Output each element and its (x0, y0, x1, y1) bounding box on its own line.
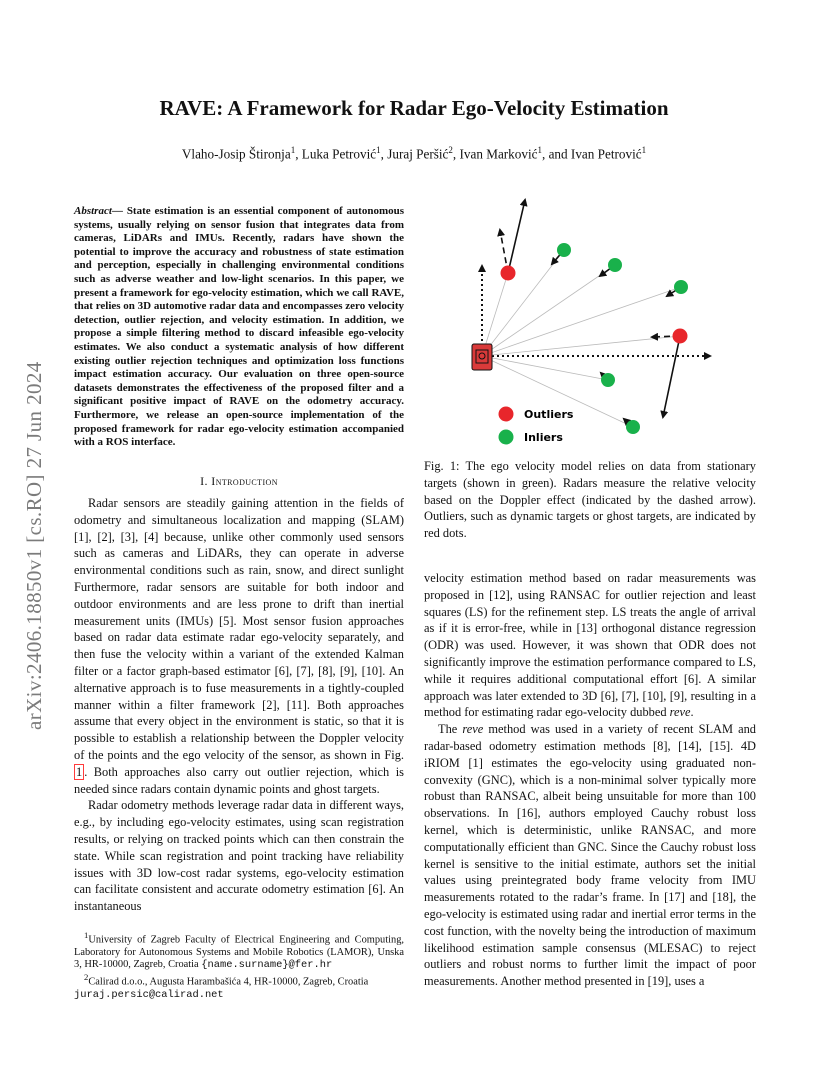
inlier-dot (608, 258, 622, 272)
outlier-points (500, 200, 688, 417)
author-name: Luka Petrović (301, 146, 377, 162)
inlier-dot (601, 373, 615, 387)
footnotes (74, 929, 404, 1001)
author-separator: , (380, 146, 388, 162)
figure-1-caption: Fig. 1: The ego velocity model relies on data from stationary targets (shown in green). Radars measure the relative velocity based on the Doppler effect (indicated by the dashed arrow). Outliers, such as dynamic targets or ghost targets, are indicated by red dots. (424, 459, 756, 541)
footnote-2-email: juraj.persic@calirad.net (74, 988, 224, 1001)
inlier-dot (626, 420, 640, 434)
radar-sensor-icon (472, 344, 492, 370)
section-heading-text: I. Introduction (200, 474, 278, 488)
paper-title: RAVE: A Framework for Radar Ego-Velocity Estimation (159, 96, 669, 120)
legend-outlier-swatch (499, 407, 514, 422)
legend-outliers: Outliers (524, 408, 574, 421)
author-name: Ivan Petrović (570, 146, 642, 162)
inlier-dot (557, 243, 571, 257)
author-name: Ivan Marković (459, 146, 538, 162)
author-list (0, 145, 828, 162)
footnote-1 (74, 929, 404, 971)
right-paragraph-2 (424, 721, 756, 990)
arxiv-stamp (22, 290, 50, 730)
outlier-dot (673, 329, 688, 344)
footnote-1-email: {name.surname}@fer.hr (201, 958, 333, 971)
outlier-dot (501, 266, 516, 281)
legend-inlier-swatch (499, 430, 514, 445)
abstract (74, 205, 404, 450)
author-affiliation-mark: 1 (290, 145, 296, 155)
legend-inliers: Inliers (524, 431, 563, 444)
intro-body (74, 495, 404, 915)
author-separator: , (295, 146, 302, 162)
right-p2-text: method was used in a variety of recent SLAM and radar-based odometry estimation methods [8], [14], [15]. 4D iRIOM [1] estimates the ego-velocity using graduated non-convexity (GNC), which is a non-minimal solver typically more robust than RANSAC, albeit being unsuitable for more than 100 observations. In [16], authors employed Cauchy robust loss kernel, which is deterministic, unlike RANSAC, and more computationally efficient than GNC. Since the Cauchy robust loss kernel is sensitive to the initial estimate, authors set the initial values using preintegrated body frame velocity from IMU measurements rotated to the radar’s frame. In [17] and [18], the ego-velocity is estimated using radar and inertial error terms in the cost function, with the novelty being the introduction of maximum likelihood estimation sample consensus (MLESAC) to reject outliers and robust norms to further limit the impact of poor measurements. Another method presented in [19], uses a (424, 722, 756, 989)
right-p1-end: . (690, 705, 694, 720)
author-separator: , (452, 146, 460, 162)
footnote-2-text: Calirad d.o.o., Augusta Harambašića 4, HR-10000, Zagreb, Croatia (88, 976, 369, 988)
abstract-text: State estimation is an essential component of autonomous systems, usually relying on sensor fusion that integrates data from cameras, LiDARs and IMUs. Recently, radars have shown the potential to improve the accuracy and robustness of state estimation and perception, especially in challenging environmental conditions such as adverse weather and low-light scenarios. In this paper, we present a framework for ego-velocity estimation, which we call RAVE, that relies on 3D automotive radar data and encompasses zero velocity detection, outlier rejection, and velocity estimation. In addition, we propose a simple filtering method to discard infeasible ego-velocity estimates. We also conduct a systematic analysis of how different existing outlier rejection techniques and optimization loss functions impact estimation accuracy. Our evaluation on three open-source datasets demonstrates the effectiveness of the proposed filter and a significant positive impact of RAVE on the odometry accuracy. Furthermore, we release an open-source implementation of the proposed framework for radar ego-velocity estimation accompanied with a ROS interface. (74, 205, 405, 449)
intro-paragraph-1 (74, 495, 404, 797)
inlier-dot (674, 280, 688, 294)
right-paragraph-1 (424, 570, 756, 721)
intro-paragraph-2: Radar odometry methods leverage radar data in different ways, e.g., by including ego-velocity estimates, using scan registration results, or relying on tracked points which can then constrain the state. While scan registration and point tracking have reliability issues with 3D low-cost radar systems, ego-velocity estimation can facilitate consistent and accurate odometry estimation [6]. An instantaneous (74, 798, 404, 914)
author-separator: , and (541, 146, 571, 162)
author-name: Vlaho-Josip Štironja (181, 146, 291, 162)
footnote-1-mark: 1 (84, 930, 89, 940)
right-p2-start: The (438, 722, 463, 737)
right-p2-emphasis: reve (462, 722, 484, 737)
author-affiliation-mark: 1 (376, 145, 381, 155)
intro-p1-text: Radar sensors are steadily gaining attention in the fields of odometry and simultaneous localization and mapping (SLAM) [1], [2], [3], [4] because, unlike other commonly used sensors such as cameras and LiDARs, they can operate in adverse environmental conditions such as rain, snow, and direct sunlight Furthermore, radar sensors are suitable for both indoor and outdoor environments and are less prone to drift than inertial measurement units (IMUs) [5]. Most sensor fusion approaches based on radar data estimate radar ego-velocity separately, and then fuse the velocity within a variant of the extended Kalman filter or a factor graph-based estimator [6], [7], [8], [9], [10]. An alternative approach is to fuse measurements in a tightly-coupled manner within a filter framework [2], [11]. Both approaches assume that every object in the environment is static, so that it is possible to establish a relationship between the Doppler velocity of the points and the ego velocity of the sensor, as shown in Fig. (74, 496, 404, 762)
abstract-label: Abstract (74, 205, 112, 217)
section-heading-introduction (74, 474, 404, 489)
footnote-2-mark: 2 (84, 972, 89, 983)
footnote-1-text: University of Zagreb Faculty of Electrical Engineering and Computing, Laboratory for Autonomous Systems and Mobile Robotics (LAMOR), Unska 3, HR-10000, Zagreb, Croatia (74, 934, 404, 970)
right-p1-text: velocity estimation method based on radar measurements was proposed in [12], using RANSAC for outlier rejection and least squares (LS) for the refinement step. LS treats the angle of arrival as if it is error-free, while in [13] orthogonal distance regression (ODR) was used. However, it was shown that ODR does not significantly improve the estimation performance compared to LS, while it requires additional computational effort [6]. A similar approach was later extended to 3D [6], [7], [10], [9], resulting in a method for estimating radar ego-velocity dubbed (424, 571, 756, 720)
right-column-body (424, 570, 756, 990)
figure-1-diagram (430, 192, 756, 450)
author-affiliation-mark: 1 (641, 145, 647, 155)
figure-1-link[interactable]: 1 (76, 764, 83, 779)
footnote-2 (74, 971, 404, 989)
figure-1 (430, 192, 756, 450)
author-affiliation-mark: 2 (448, 145, 453, 155)
author-name: Juraj Peršić (387, 146, 449, 162)
abstract-dash: — (111, 205, 127, 217)
intro-p1-text-end: . Both approaches also carry out outlier rejection, which is needed since radars contain dynamic points and ghost targets. (74, 764, 404, 796)
inlier-points (552, 243, 688, 434)
author-affiliation-mark: 1 (537, 145, 542, 155)
right-p1-emphasis: reve (669, 705, 691, 720)
arxiv-stamp-text: arXiv:2406.18850v1 [cs.RO] 27 Jun 2024 (22, 361, 46, 730)
